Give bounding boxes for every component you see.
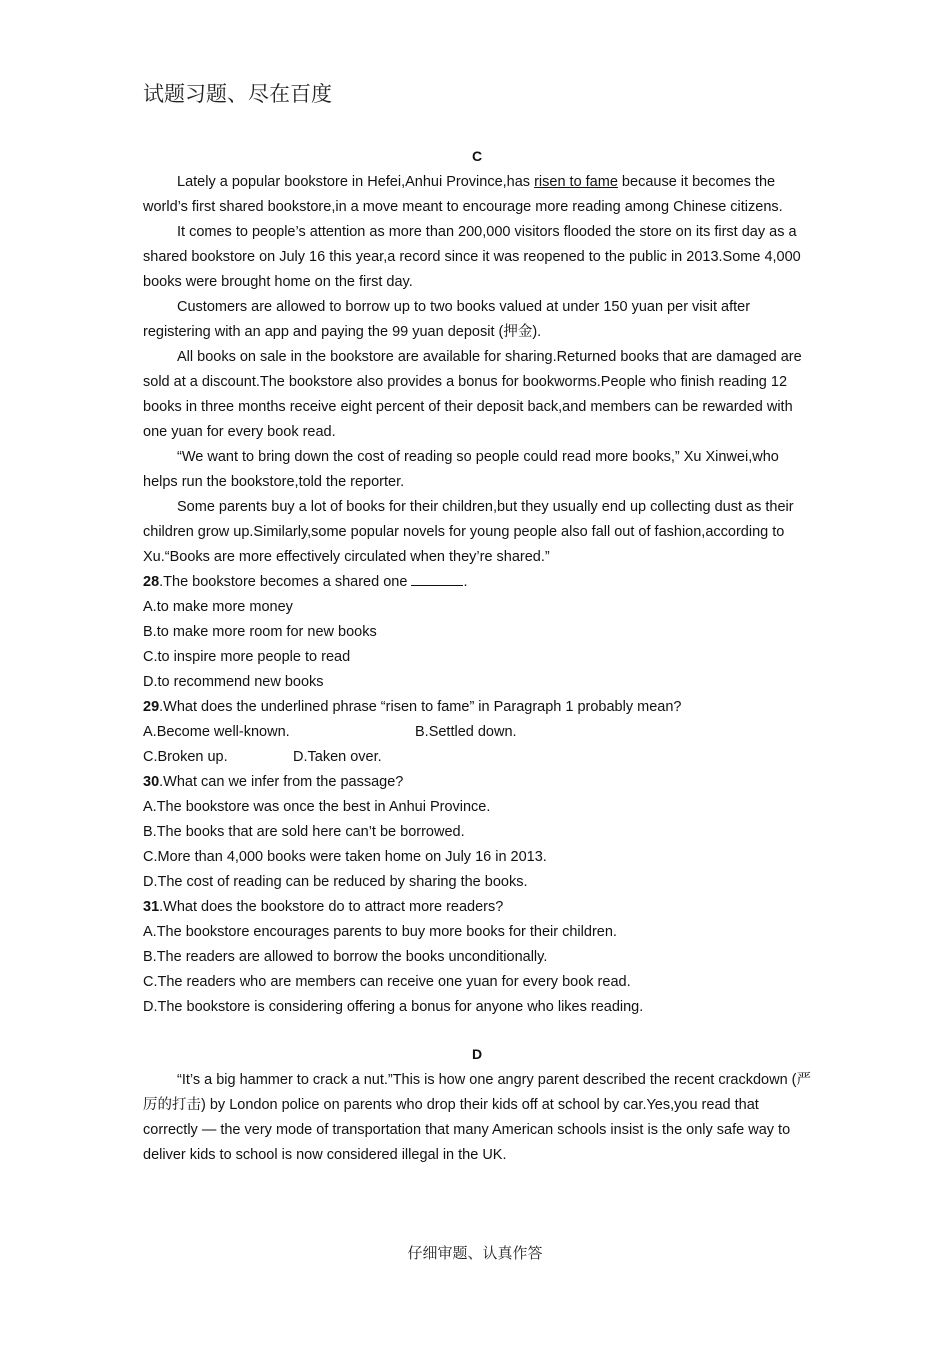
question-text: .What does the underlined phrase “risen to fame” in Paragraph 1 probably mean? (159, 699, 682, 715)
option-31-a: A.The bookstore encourages parents to buy more books for their children. (143, 924, 617, 940)
p1-text-before: Lately a popular bookstore in Hefei,Anhui Province,has (177, 174, 535, 190)
option-29-a: A.Become well-known. (143, 724, 290, 740)
answer-blank (411, 573, 463, 586)
section-c-paragraph-1 (143, 170, 811, 220)
option-28-c: C.to inspire more people to read (143, 649, 351, 665)
question-29 (143, 695, 811, 720)
p1-text-after: because it becomes the world’s first shared bookstore,in a move meant to encourage more reading among Chinese citizens. (143, 174, 783, 215)
option-30-a: A.The bookstore was once the best in Anhui Province. (143, 799, 491, 815)
page-header: 试题习题、尽在百度 (143, 82, 332, 106)
option-30-b: B.The books that are sold here can’t be borrowed. (143, 824, 465, 840)
section-d-title: D (471, 1046, 483, 1062)
question-number: 30 (143, 774, 160, 790)
option-31-b: B.The readers are allowed to borrow the books unconditionally. (143, 949, 548, 965)
section-spacer (143, 1020, 811, 1044)
options-29-row-2 (143, 745, 811, 770)
option-29-d: D.Taken over. (293, 749, 382, 765)
underlined-phrase: risen to fame (534, 174, 618, 190)
options-29-row-1 (143, 720, 811, 745)
option-31-c: C.The readers who are members can receive one yuan for every book read. (143, 974, 631, 990)
question-number: 28 (143, 574, 160, 590)
option-29-c: C.Broken up. (143, 749, 228, 765)
option-28-b: B.to make more room for new books (143, 624, 377, 640)
section-c-title: C (471, 148, 483, 164)
section-c-paragraph-5: “We want to bring down the cost of reading so people could read more books,” Xu Xinwei,who helps run the bookstore,told the reporter. (143, 449, 779, 490)
option-28-a: A.to make more money (143, 599, 293, 615)
option-31-d: D.The bookstore is considering offering a bonus for anyone who likes reading. (143, 999, 644, 1015)
question-number: 31 (143, 899, 160, 915)
section-c-paragraph-3: Customers are allowed to borrow up to two books valued at under 150 yuan per visit after registering with an app and paying the 99 yuan deposit (押金). (143, 299, 751, 340)
question-text: .What does the bookstore do to attract more readers? (159, 899, 504, 915)
option-30-d: D.The cost of reading can be reduced by sharing the books. (143, 874, 528, 890)
section-d-paragraph-1: “It’s a big hammer to crack a nut.”This is how one angry parent described the recent crackdown (严厉的打击) by London police on parents who drop their kids off at school by car.Yes,you read that correctly — the very mode of transportation that many American schools insist is the only safe way to deliver kids to school is now considered illegal in the UK. (143, 1072, 811, 1163)
section-c-paragraph-2: It comes to people’s attention as more than 200,000 visitors flooded the store on its first day as a shared bookstore on July 16 this year,a record since it was reopened to the public in 2013.Some 4,000 books were brought home on the first day. (143, 224, 801, 290)
document-body (143, 146, 811, 1168)
question-30 (143, 770, 811, 795)
option-30-c: C.More than 4,000 books were taken home on July 16 in 2013. (143, 849, 547, 865)
question-28 (143, 570, 811, 595)
question-number: 29 (143, 699, 160, 715)
question-text: .What can we infer from the passage? (159, 774, 404, 790)
option-29-b: B.Settled down. (415, 724, 517, 740)
question-text: .The bookstore becomes a shared one (159, 574, 412, 590)
page-footer: 仔细审题、认真作答 (407, 1244, 543, 1262)
option-28-d: D.to recommend new books (143, 674, 324, 690)
section-c-paragraph-4: All books on sale in the bookstore are available for sharing.Returned books that are damaged are sold at a discount.The bookstore also provides a bonus for bookworms.People who finish reading 12 books in three months receive eight percent of their deposit back,and members can be rewarded with one yuan for every book read. (143, 349, 802, 440)
section-c-paragraph-6: Some parents buy a lot of books for their children,but they usually end up collecting dust as their children grow up.Similarly,some popular novels for young people also fall out of fashion,according to Xu.“Books are more effectively circulated when they’re shared.” (143, 499, 794, 565)
question-suffix: . (463, 574, 468, 590)
question-31 (143, 895, 811, 920)
